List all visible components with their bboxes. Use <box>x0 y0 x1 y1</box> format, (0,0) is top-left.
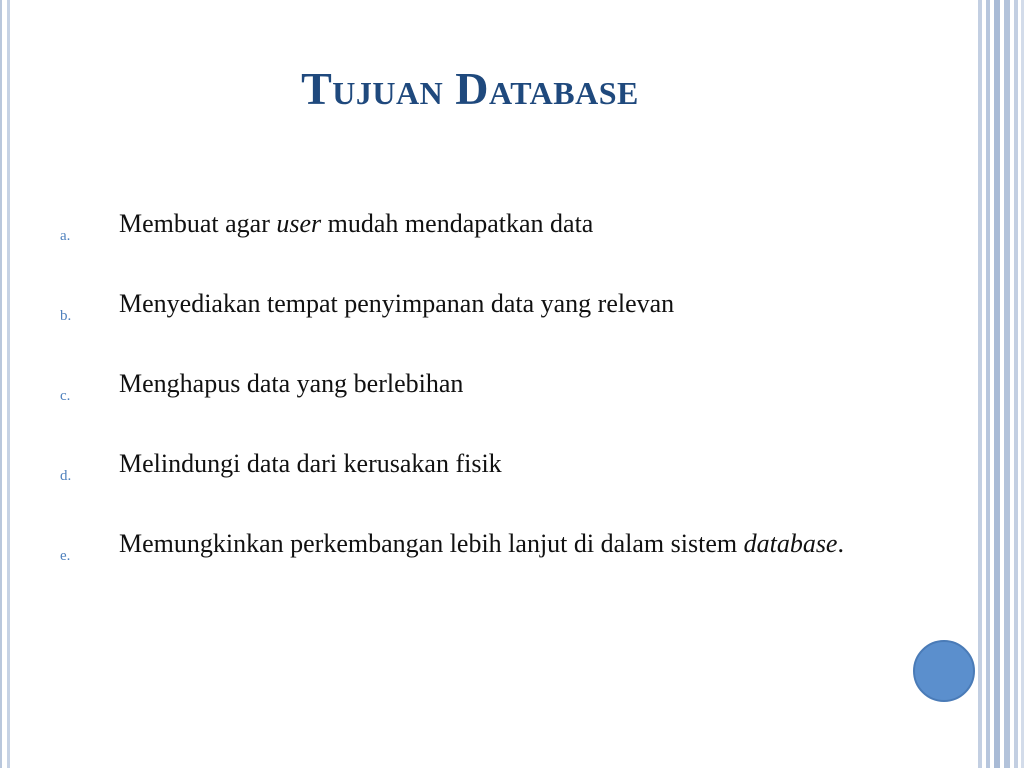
right-border-stripes <box>978 0 1024 768</box>
list-marker: c. <box>60 388 71 404</box>
border-stripe <box>1004 0 1010 768</box>
border-stripe <box>978 0 982 768</box>
left-border-line <box>0 0 2 768</box>
italic-term: database <box>743 529 838 558</box>
text-run: Menyediakan tempat penyimpanan data yang relevan <box>119 289 675 318</box>
list-item-text <box>119 348 879 420</box>
border-stripe <box>986 0 990 768</box>
list-item-text <box>119 428 879 500</box>
text-run: Menghapus data yang berlebihan <box>119 369 464 398</box>
text-run: Membuat agar <box>119 209 277 238</box>
list-marker: d. <box>60 468 72 484</box>
list-marker: b. <box>60 308 72 324</box>
list-item-text <box>119 188 879 260</box>
text-run: Melindungi data dari kerusakan fisik <box>119 449 502 478</box>
list-marker: e. <box>60 548 71 564</box>
text-run: . <box>837 529 844 558</box>
border-stripe <box>994 0 1000 768</box>
list-item-text <box>119 508 879 580</box>
slide-title: Tujuan Database <box>301 63 639 114</box>
accent-circle <box>913 640 975 702</box>
list-item-text <box>119 268 879 340</box>
border-stripe <box>1014 0 1018 768</box>
text-run: Memungkinkan perkembangan lebih lanjut di dalam sistem <box>119 529 744 558</box>
list-marker: a. <box>60 228 71 244</box>
left-border-line-inner <box>7 0 10 768</box>
italic-term: user <box>276 209 322 238</box>
text-run: mudah mendapatkan data <box>321 209 594 238</box>
